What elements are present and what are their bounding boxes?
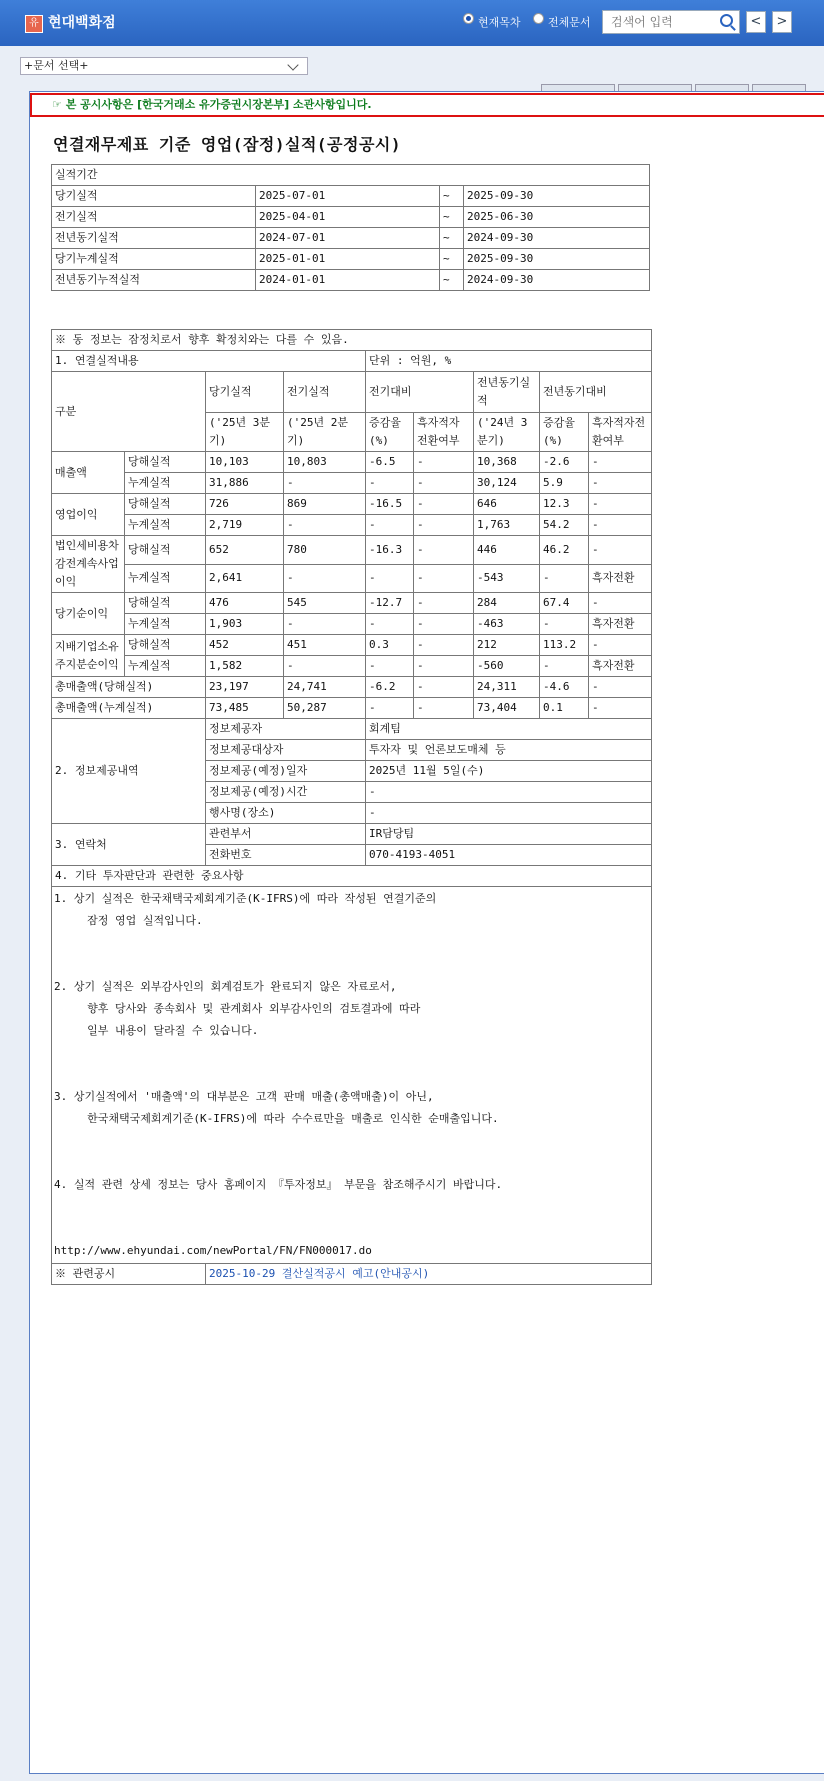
value-rate-2: 113.2 xyxy=(540,635,589,656)
header-vs-prior-year: 전년동기대비 xyxy=(540,372,652,413)
table-row xyxy=(52,494,652,515)
value-prior-year: 73,404 xyxy=(474,698,540,719)
info-key: 정보제공(예정)일자 xyxy=(206,761,366,782)
value-turnaround: - xyxy=(414,635,474,656)
value-prior-year: 10,368 xyxy=(474,452,540,473)
table-row xyxy=(52,698,652,719)
value-rate: - xyxy=(366,698,414,719)
info-value: 2025년 11월 5일(수) xyxy=(366,761,652,782)
value-rate-2: -2.6 xyxy=(540,452,589,473)
value-turnaround-2: - xyxy=(589,635,652,656)
period-to: 2025-09-30 xyxy=(464,249,650,270)
info-key: 정보제공(예정)시간 xyxy=(206,782,366,803)
metric-subtype: 당해실적 xyxy=(125,635,206,656)
value-previous: 780 xyxy=(284,536,366,565)
disclaimer: ※ 동 정보는 잠정치로서 향후 확정치와는 다를 수 있음. xyxy=(52,330,652,351)
table-row xyxy=(52,656,652,677)
search-box xyxy=(602,10,740,34)
header-current-sub: ('25년 3분기) xyxy=(206,413,284,452)
value-prior-year: -543 xyxy=(474,564,540,593)
header-prior-year: 전년동기실적 xyxy=(474,372,540,413)
period-sep: ~ xyxy=(440,249,464,270)
value-previous: 869 xyxy=(284,494,366,515)
value-current: 23,197 xyxy=(206,677,284,698)
table-row xyxy=(52,593,652,614)
header-turnaround: 흑자적자전환여부 xyxy=(414,413,474,452)
table-row xyxy=(52,635,652,656)
period-sep: ~ xyxy=(440,186,464,207)
next-button[interactable]: > xyxy=(772,11,792,33)
value-rate-2: 5.9 xyxy=(540,473,589,494)
header-previous: 전기실적 xyxy=(284,372,366,413)
period-label: 당기실적 xyxy=(52,186,256,207)
metric-name: 당기순이익 xyxy=(52,593,125,635)
value-previous: - xyxy=(284,564,366,593)
info-value: - xyxy=(366,782,652,803)
value-turnaround: - xyxy=(414,614,474,635)
metric-name: 법인세비용차감전계속사업이익 xyxy=(52,536,125,593)
results-table xyxy=(51,329,652,1285)
top-bar xyxy=(0,0,824,46)
value-prior-year: -560 xyxy=(474,656,540,677)
period-label: 전년동기누적실적 xyxy=(52,270,256,291)
value-current: 452 xyxy=(206,635,284,656)
table-row xyxy=(52,186,650,207)
header-turnaround-2: 흑자적자전환여부 xyxy=(589,413,652,452)
value-rate: -6.2 xyxy=(366,677,414,698)
value-rate-2: - xyxy=(540,614,589,635)
value-rate-2: - xyxy=(540,656,589,677)
metric-subtype: 누계실적 xyxy=(125,614,206,635)
value-rate: - xyxy=(366,473,414,494)
contact-key: 관련부서 xyxy=(206,824,366,845)
table-row xyxy=(52,207,650,228)
metric-subtype: 누계실적 xyxy=(125,656,206,677)
metric-name: 총매출액(당해실적) xyxy=(52,677,206,698)
info-key: 행사명(장소) xyxy=(206,803,366,824)
company-logo-icon: 유 xyxy=(25,15,43,33)
metric-subtype: 누계실적 xyxy=(125,473,206,494)
header-rate-2: 증감율(%) xyxy=(540,413,589,452)
value-rate-2: -4.6 xyxy=(540,677,589,698)
prev-button[interactable]: < xyxy=(746,11,766,33)
value-rate: - xyxy=(366,614,414,635)
unit-label: 단위 : 억원, % xyxy=(366,351,652,372)
value-current: 2,719 xyxy=(206,515,284,536)
value-rate-2: - xyxy=(540,564,589,593)
period-from: 2025-07-01 xyxy=(256,186,440,207)
section-4-title: 4. 기타 투자판단과 관련한 중요사항 xyxy=(52,866,652,887)
value-prior-year: -463 xyxy=(474,614,540,635)
radio-current-section[interactable] xyxy=(463,13,474,24)
value-turnaround: - xyxy=(414,494,474,515)
related-label: ※ 관련공시 xyxy=(52,1264,206,1285)
period-label: 전년동기실적 xyxy=(52,228,256,249)
value-prior-year: 24,311 xyxy=(474,677,540,698)
table-row xyxy=(52,249,650,270)
value-prior-year: 646 xyxy=(474,494,540,515)
radio-whole-document[interactable] xyxy=(533,13,544,24)
value-rate: 0.3 xyxy=(366,635,414,656)
value-previous: 451 xyxy=(284,635,366,656)
period-sep: ~ xyxy=(440,207,464,228)
table-row xyxy=(52,564,652,593)
metric-subtype: 누계실적 xyxy=(125,564,206,593)
value-current: 73,485 xyxy=(206,698,284,719)
value-turnaround: - xyxy=(414,452,474,473)
value-previous: - xyxy=(284,656,366,677)
table-row xyxy=(52,614,652,635)
value-turnaround-2: - xyxy=(589,593,652,614)
period-from: 2024-07-01 xyxy=(256,228,440,249)
period-label: 전기실적 xyxy=(52,207,256,228)
value-rate-2: 67.4 xyxy=(540,593,589,614)
period-from: 2025-04-01 xyxy=(256,207,440,228)
header-rate: 증감율(%) xyxy=(366,413,414,452)
value-previous: - xyxy=(284,473,366,494)
period-header: 실적기간 xyxy=(52,165,650,186)
table-row xyxy=(52,824,652,845)
value-turnaround-2: 흑자전환 xyxy=(589,564,652,593)
period-to: 2024-09-30 xyxy=(464,270,650,291)
radio-current-section-label[interactable]: 현재목차 xyxy=(478,16,521,29)
value-turnaround: - xyxy=(414,473,474,494)
value-turnaround-2: - xyxy=(589,494,652,515)
period-to: 2025-09-30 xyxy=(464,186,650,207)
value-current: 652 xyxy=(206,536,284,565)
value-turnaround: - xyxy=(414,698,474,719)
value-turnaround: - xyxy=(414,536,474,565)
value-turnaround-2: - xyxy=(589,515,652,536)
value-rate: -16.3 xyxy=(366,536,414,565)
notice-banner: ☞ 본 공시사항은 [한국거래소 유가증권시장본부] 소관사항입니다. xyxy=(30,93,824,117)
period-from: 2024-01-01 xyxy=(256,270,440,291)
value-prior-year: 446 xyxy=(474,536,540,565)
search-input[interactable] xyxy=(603,11,721,33)
header-gubun: 구분 xyxy=(52,372,206,452)
section-3-title: 3. 연락처 xyxy=(52,824,206,866)
metric-subtype: 당해실적 xyxy=(125,536,206,565)
value-turnaround-2: - xyxy=(589,452,652,473)
value-current: 726 xyxy=(206,494,284,515)
info-value: - xyxy=(366,803,652,824)
info-value: 회계팀 xyxy=(366,719,652,740)
value-rate: - xyxy=(366,656,414,677)
period-label: 당기누계실적 xyxy=(52,249,256,270)
value-previous: - xyxy=(284,515,366,536)
info-key: 정보제공자 xyxy=(206,719,366,740)
table-row xyxy=(52,536,652,565)
related-disclosure-link[interactable]: 2025-10-29 결산실적공시 예고(안내공시) xyxy=(206,1264,652,1285)
header-prior-year-sub: ('24년 3분기) xyxy=(474,413,540,452)
value-prior-year: 284 xyxy=(474,593,540,614)
metric-name: 영업이익 xyxy=(52,494,125,536)
value-prior-year: 30,124 xyxy=(474,473,540,494)
value-current: 10,103 xyxy=(206,452,284,473)
value-rate-2: 54.2 xyxy=(540,515,589,536)
value-current: 1,582 xyxy=(206,656,284,677)
contact-value: 070-4193-4051 xyxy=(366,845,652,866)
value-turnaround: - xyxy=(414,593,474,614)
table-row xyxy=(52,270,650,291)
value-turnaround-2: 흑자전환 xyxy=(589,614,652,635)
info-value: 투자자 및 언론보도매체 등 xyxy=(366,740,652,761)
table-row xyxy=(52,452,652,473)
metric-name: 총매출액(누계실적) xyxy=(52,698,206,719)
metric-name: 매출액 xyxy=(52,452,125,494)
period-sep: ~ xyxy=(440,270,464,291)
period-sep: ~ xyxy=(440,228,464,249)
value-rate: -12.7 xyxy=(366,593,414,614)
metric-subtype: 당해실적 xyxy=(125,494,206,515)
table-row xyxy=(52,515,652,536)
document-select-value: +문서 선택+ xyxy=(24,59,89,72)
value-turnaround: - xyxy=(414,564,474,593)
period-to: 2025-06-30 xyxy=(464,207,650,228)
value-rate-2: 12.3 xyxy=(540,494,589,515)
value-turnaround: - xyxy=(414,677,474,698)
value-previous: 10,803 xyxy=(284,452,366,473)
metric-subtype: 당해실적 xyxy=(125,593,206,614)
value-turnaround-2: 흑자전환 xyxy=(589,656,652,677)
chevron-down-icon xyxy=(287,59,298,70)
value-rate: - xyxy=(366,564,414,593)
table-row xyxy=(52,228,650,249)
contact-value: IR담당팀 xyxy=(366,824,652,845)
metric-subtype: 누계실적 xyxy=(125,515,206,536)
info-key: 정보제공대상자 xyxy=(206,740,366,761)
value-prior-year: 212 xyxy=(474,635,540,656)
value-rate: - xyxy=(366,515,414,536)
value-prior-year: 1,763 xyxy=(474,515,540,536)
value-turnaround-2: - xyxy=(589,536,652,565)
header-vs-previous: 전기대비 xyxy=(366,372,474,413)
value-previous: 50,287 xyxy=(284,698,366,719)
header-previous-sub: ('25년 2분기) xyxy=(284,413,366,452)
value-turnaround-2: - xyxy=(589,473,652,494)
table-row xyxy=(52,677,652,698)
value-previous: 545 xyxy=(284,593,366,614)
value-turnaround-2: - xyxy=(589,677,652,698)
section-2-title: 2. 정보제공내역 xyxy=(52,719,206,824)
value-current: 31,886 xyxy=(206,473,284,494)
document-select[interactable] xyxy=(20,57,308,75)
table-row xyxy=(52,719,652,740)
metric-subtype: 당해실적 xyxy=(125,452,206,473)
value-previous: 24,741 xyxy=(284,677,366,698)
value-previous: - xyxy=(284,614,366,635)
radio-whole-document-label[interactable]: 전체문서 xyxy=(548,16,591,29)
value-current: 2,641 xyxy=(206,564,284,593)
period-from: 2025-01-01 xyxy=(256,249,440,270)
value-rate-2: 46.2 xyxy=(540,536,589,565)
value-current: 476 xyxy=(206,593,284,614)
metric-name: 지배기업소유주지분순이익 xyxy=(52,635,125,677)
value-turnaround: - xyxy=(414,515,474,536)
table-row xyxy=(52,473,652,494)
header-current: 당기실적 xyxy=(206,372,284,413)
company-name[interactable]: 현대백화점 xyxy=(48,15,116,31)
contact-key: 전화번호 xyxy=(206,845,366,866)
value-rate-2: 0.1 xyxy=(540,698,589,719)
search-icon[interactable] xyxy=(720,14,733,27)
page-title: 연결재무제표 기준 영업(잠정)실적(공정공시) xyxy=(53,135,402,154)
value-rate: -16.5 xyxy=(366,494,414,515)
value-turnaround: - xyxy=(414,656,474,677)
value-turnaround-2: - xyxy=(589,698,652,719)
value-current: 1,903 xyxy=(206,614,284,635)
notes-text: 1. 상기 실적은 한국채택국제회계기준(K-IFRS)에 따라 작성된 연결기준의 잠정 영업 실적입니다. 2. 상기 실적은 외부감사인의 회계검토가 완료되지 않은 자료로서, 향후 당사와 종속회사 및 관계회사 외부감사인의 검토결과에 따라 일부 내용이 달라질 수 있습니다. 3. 상기실적에서 '매출액'의 대부분은 고객 판매 매출(총액매출)이 아닌, 한국채택국제회계기준(K-IFRS)에 따라 수수료만을 매출로 인식한 순매출입니다. 4. 실적 관련 상세 정보는 당사 홈페이지 『투자정보』 부문을 참조해주시기 바랍니다. http://www.ehyundai.com/newPortal/FN/FN000017.do xyxy=(52,887,652,1264)
period-table xyxy=(51,164,650,291)
value-rate: -6.5 xyxy=(366,452,414,473)
section-1-title: 1. 연결실적내용 xyxy=(52,351,366,372)
period-to: 2024-09-30 xyxy=(464,228,650,249)
